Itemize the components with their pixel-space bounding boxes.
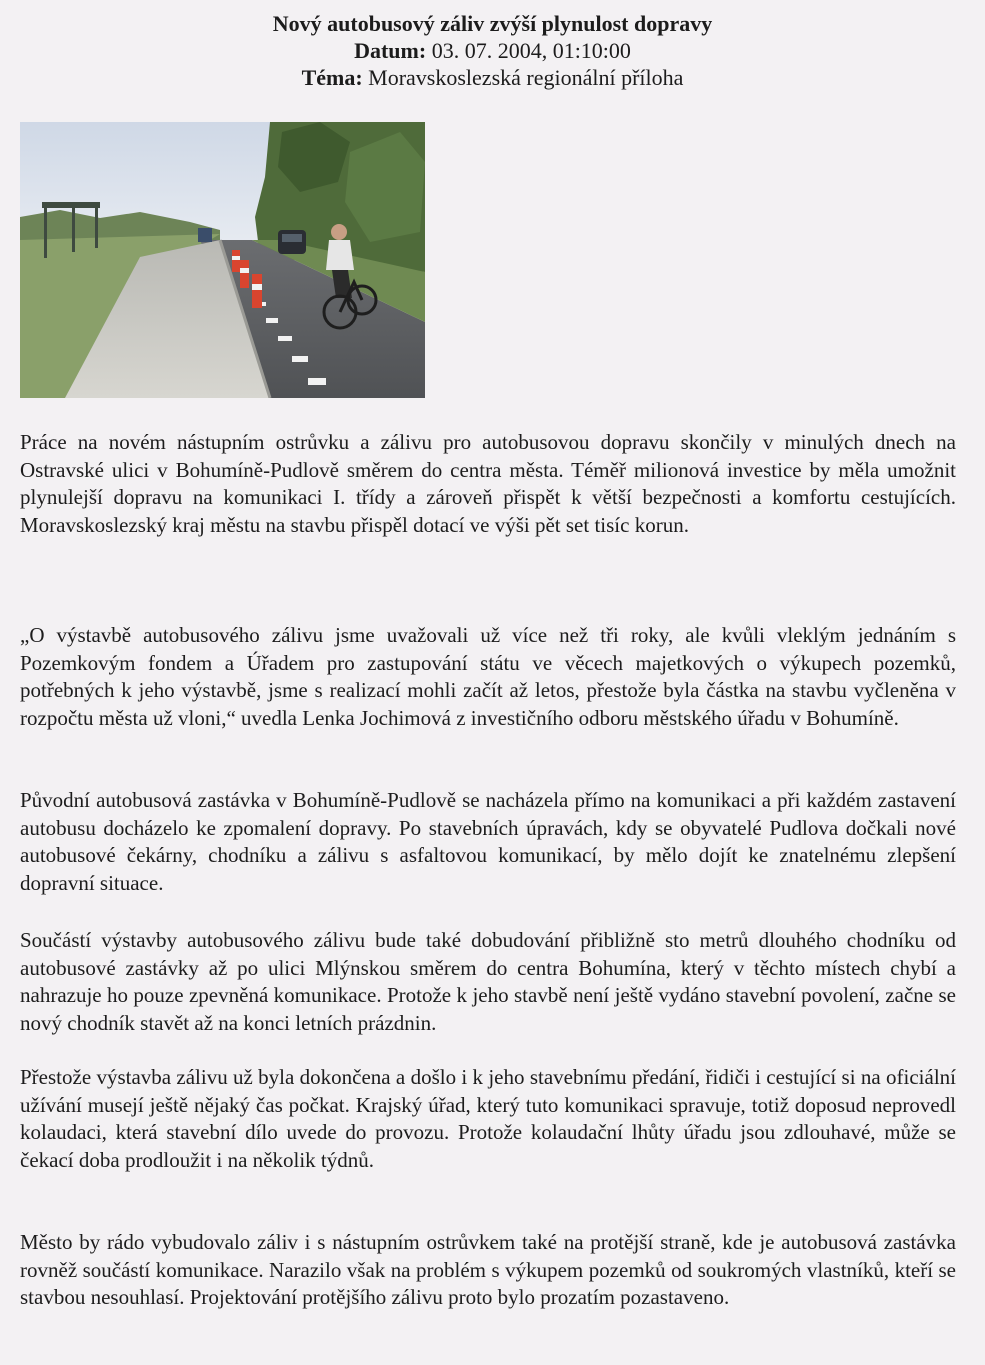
article-paragraph-5: Přestože výstavba zálivu už byla dokončena a došlo i k jeho stavebnímu předání, řidiči i cestující si na oficiální užívání musejí ještě nějaký čas počkat. Krajský úřad, který tuto komunikaci spravuje, totiž doposud neprovedl kolaudaci, která stavební dílo uvede do provozu. Protože kolaudační lhůty úřadu jsou zdlouhavé, může se čekací doba prodloužit i na několik týdnů. (20, 1065, 956, 1172)
topic-label: Téma: (301, 65, 363, 90)
article-paragraph-4: Součástí výstavby autobusového zálivu bude také dobudování přibližně sto metrů dlouhého chodníku od autobusové zastávky až po ulici Mlýnskou směrem do centra Bohumína, který v těchto místech chybí a nahrazuje ho pouze zpevněná komunikace. Protože k jeho stavbě není ještě vydáno stavební povolení, začne se nový chodník stavět až na konci letních prázdnin. (20, 928, 956, 1035)
article-paragraph-3: Původní autobusová zastávka v Bohumíně-Pudlově se nacházela přímo na komunikaci a při každém zastavení autobusu docházelo ke zpomalení dopravy. Po stavebních úpravách, kdy se obyvatelé Pudlova dočkali nové autobusové čekárny, chodníku a zálivu s asfaltovou komunikací, by mělo dojít ke znatelnému zlepšení dopravní situace. (20, 788, 956, 895)
article-title: Nový autobusový záliv zvýší plynulost dopravy (272, 11, 713, 36)
date-value: 03. 07. 2004, 01:10:00 (431, 38, 631, 63)
article-paragraph-1: Práce na novém nástupním ostrůvku a zálivu pro autobusovou dopravu skončily v minulých dnech na Ostravské ulici v Bohumíně-Pudlově směrem do centra města. Téměř milionová investice by měla umožnit plynulejší dopravu na komunikaci I. třídy a zároveň přispět k větší bezpečnosti a komfortu cestujících. Moravskoslezský kraj městu na stavbu přispěl dotací ve výši pět set tisíc korun. (20, 430, 956, 537)
date-label: Datum: (354, 38, 427, 63)
article-photo (20, 122, 425, 398)
article-topic (0, 64, 985, 91)
topic-value: Moravskoslezská regionální příloha (368, 65, 684, 90)
article-date (0, 37, 985, 64)
article-paragraph-2: „O výstavbě autobusového zálivu jsme uvažovali už více než tři roky, ale kvůli vleklým jednáním s Pozemkovým fondem a Úřadem pro zastupování státu ve věcech majetkových o výkupech pozemků, potřebných k jeho výstavbě, jsme s realizací mohli začít až letos, přestože byla částka na stavbu vyčleněna v rozpočtu města už vloni,“ uvedla Lenka Jochimová z investičního odboru městského úřadu v Bohumíně. (20, 623, 956, 730)
article-paragraph-6: Město by rádo vybudovalo záliv i s nástupním ostrůvkem také na protější straně, kde je autobusová zastávka rovněž součástí komunikace. Narazilo však na problém s výkupem pozemků od soukromých vlastníků, kteří se stavbou nesouhlasí. Projektování protějšího zálivu proto bylo prozatím pozastaveno. (20, 1230, 956, 1309)
article-header (0, 10, 985, 91)
